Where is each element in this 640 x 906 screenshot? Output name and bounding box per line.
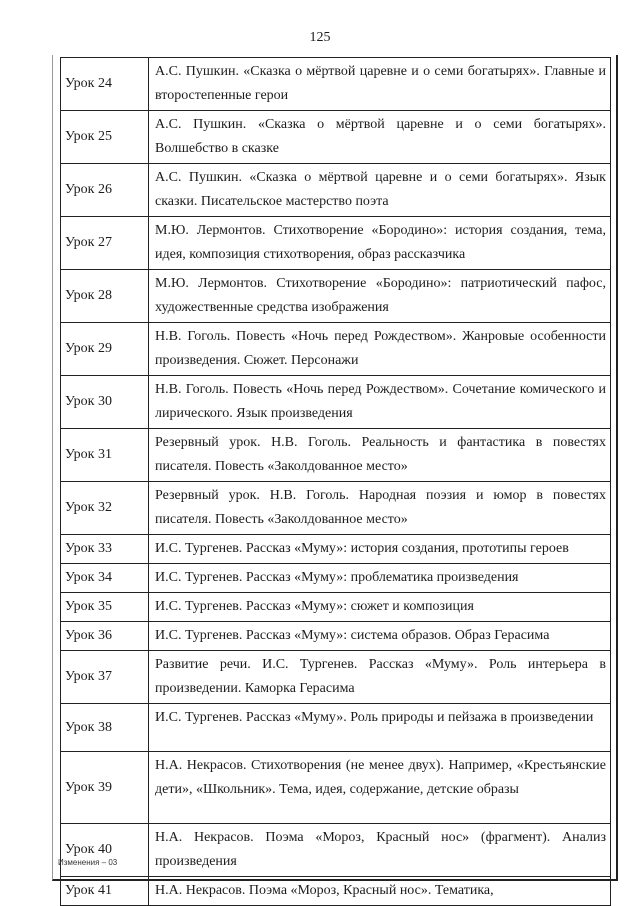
lesson-plan-table (60, 57, 611, 906)
lesson-number: Урок 29 (61, 323, 149, 376)
table-row (61, 376, 611, 429)
lesson-number: Урок 40 (61, 824, 149, 877)
lesson-topic-cell (149, 323, 611, 376)
lesson-topic-cell (149, 270, 611, 323)
lesson-topic: М.Ю. Лермонтов. Стихотворение «Бородино»: патриотический пафос, художественные средства изображения (155, 276, 606, 315)
lesson-topic: Развитие речи. И.С. Тургенев. Рассказ «Муму». Роль интерьера в произведении. Каморка Герасима (155, 657, 606, 696)
lesson-topic-cell (149, 824, 611, 877)
lesson-topic-cell (149, 651, 611, 704)
lesson-topic: М.Ю. Лермонтов. Стихотворение «Бородино»: история создания, тема, идея, композиция стихотворения, образ рассказчика (155, 223, 606, 262)
lesson-number: Урок 24 (61, 58, 149, 111)
lesson-topic-cell (149, 217, 611, 270)
lesson-topic-cell (149, 877, 611, 906)
lesson-topic-cell (149, 429, 611, 482)
table-row (61, 622, 611, 651)
lesson-number: Урок 30 (61, 376, 149, 429)
lesson-rows (61, 58, 611, 906)
lesson-topic: Н.В. Гоголь. Повесть «Ночь перед Рождеством». Сочетание комического и лирического. Язык произведения (155, 382, 606, 421)
table-row (61, 824, 611, 877)
lesson-topic-cell (149, 704, 611, 752)
table-row (61, 482, 611, 535)
lesson-number: Урок 34 (61, 564, 149, 593)
table-row (61, 877, 611, 906)
lesson-topic: Н.А. Некрасов. Поэма «Мороз, Красный нос» (фрагмент). Анализ произведения (155, 830, 606, 869)
lesson-number: Урок 39 (61, 752, 149, 824)
lesson-number: Урок 26 (61, 164, 149, 217)
lesson-number: Урок 41 (61, 877, 149, 906)
lesson-topic: И.С. Тургенев. Рассказ «Муму». Роль природы и пейзажа в произведении (155, 710, 594, 725)
lesson-topic: Н.А. Некрасов. Поэма «Мороз, Красный нос». Тематика, (155, 883, 494, 898)
table-row (61, 651, 611, 704)
lesson-topic: И.С. Тургенев. Рассказ «Муму»: сюжет и композиция (155, 599, 474, 614)
page-number: 125 (309, 30, 331, 45)
lesson-number: Урок 38 (61, 704, 149, 752)
lesson-topic: И.С. Тургенев. Рассказ «Муму»: история создания, прототипы героев (155, 541, 569, 556)
table-row (61, 111, 611, 164)
lesson-number: Урок 33 (61, 535, 149, 564)
table-row (61, 704, 611, 752)
lesson-topic: Н.В. Гоголь. Повесть «Ночь перед Рождеством». Жанровые особенности произведения. Сюжет. Персонажи (155, 329, 606, 368)
table-row (61, 217, 611, 270)
lesson-number: Урок 35 (61, 593, 149, 622)
lesson-number: Урок 31 (61, 429, 149, 482)
table-row (61, 270, 611, 323)
table-row (61, 752, 611, 824)
lesson-number: Урок 32 (61, 482, 149, 535)
lesson-topic: И.С. Тургенев. Рассказ «Муму»: проблематика произведения (155, 570, 519, 585)
lesson-topic-cell (149, 622, 611, 651)
lesson-topic-cell (149, 111, 611, 164)
footer-revision-note: Изменения – 03 (58, 858, 118, 867)
lesson-topic: Н.А. Некрасов. Стихотворения (не менее двух). Например, «Крестьянские дети», «Школьник». Тема, идея, содержание, детские образы (155, 758, 606, 797)
lesson-number: Урок 28 (61, 270, 149, 323)
table-row (61, 164, 611, 217)
lesson-topic-cell (149, 752, 611, 824)
table-row (61, 593, 611, 622)
table-row (61, 429, 611, 482)
lesson-topic-cell (149, 564, 611, 593)
lesson-topic-cell (149, 164, 611, 217)
table-row (61, 535, 611, 564)
lesson-number: Урок 25 (61, 111, 149, 164)
lesson-topic-cell (149, 535, 611, 564)
lesson-topic-cell (149, 58, 611, 111)
lesson-topic-cell (149, 376, 611, 429)
lesson-number: Урок 36 (61, 622, 149, 651)
lesson-topic-cell (149, 593, 611, 622)
lesson-topic: А.С. Пушкин. «Сказка о мёртвой царевне и о семи богатырях». Главные и второстепенные герои (155, 64, 606, 103)
lesson-topic-cell (149, 482, 611, 535)
lesson-topic: И.С. Тургенев. Рассказ «Муму»: система образов. Образ Герасима (155, 628, 550, 643)
lesson-topic: А.С. Пушкин. «Сказка о мёртвой царевне и о семи богатырях». Язык сказки. Писательское мастерство поэта (155, 170, 606, 209)
lesson-number: Урок 37 (61, 651, 149, 704)
lesson-topic: Резервный урок. Н.В. Гоголь. Реальность и фантастика в повестях писателя. Повесть «Заколдованное место» (155, 435, 606, 474)
lesson-number: Урок 27 (61, 217, 149, 270)
table-row (61, 564, 611, 593)
lesson-topic: А.С. Пушкин. «Сказка о мёртвой царевне и о семи богатырях». Волшебство в сказке (155, 117, 606, 156)
table-row (61, 58, 611, 111)
table-row (61, 323, 611, 376)
lesson-topic: Резервный урок. Н.В. Гоголь. Народная поэзия и юмор в повестях писателя. Повесть «Заколдованное место» (155, 488, 606, 527)
